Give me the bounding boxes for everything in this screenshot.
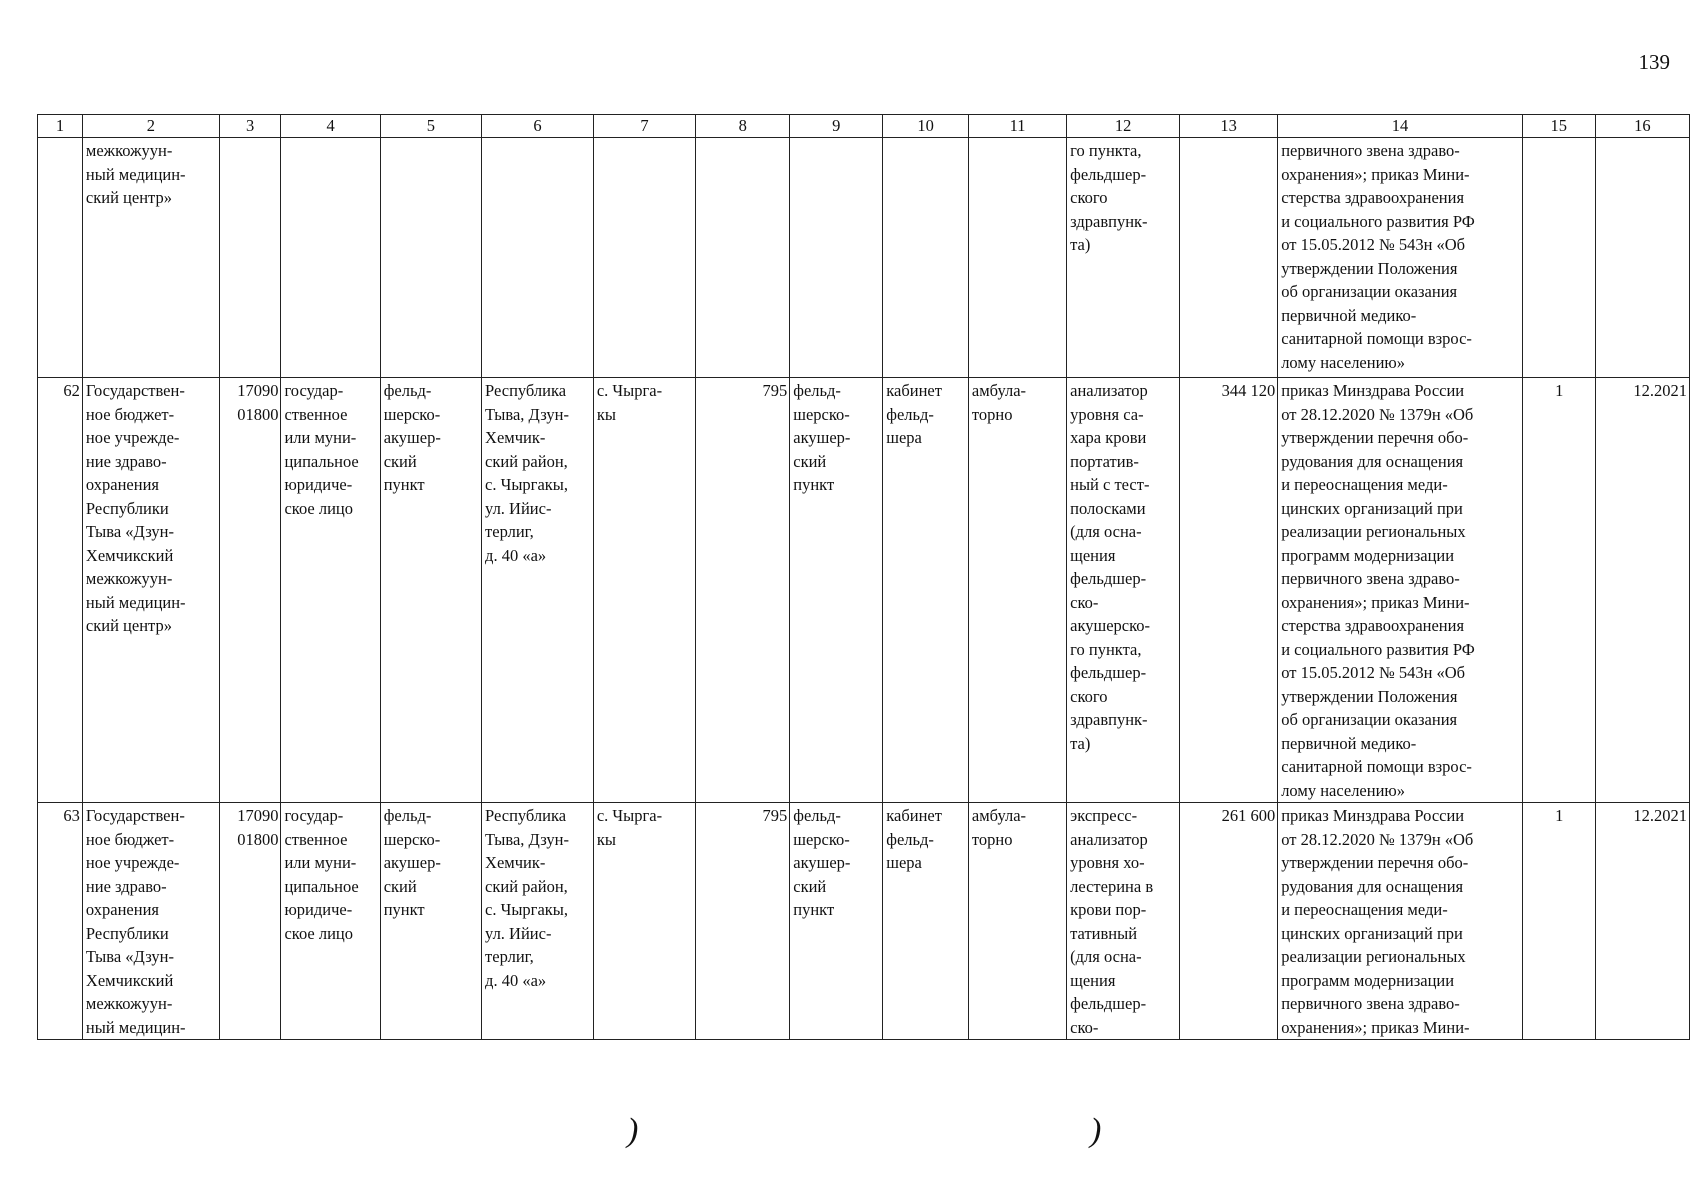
row-number [38,138,83,378]
equipment-name: го пункта, фельдшер- ского здравпунк- та) [1067,138,1180,378]
quantity: 1 [1522,803,1595,1040]
quantity [1522,138,1595,378]
table-row [38,803,1690,1040]
header-cell: 7 [593,115,695,138]
equipment-name: экспресс- анализатор уровня хо- лестерина в крови пор- тативный (для осна- щения фельдшер- ско- [1067,803,1180,1040]
population [696,138,790,378]
care-mode [968,138,1066,378]
room [883,138,969,378]
header-cell: 5 [380,115,481,138]
header-cell: 16 [1595,115,1689,138]
facility-type: фельд- шерско- акушер- ский пункт [380,378,481,803]
unit-type [790,138,883,378]
legal-form [281,138,380,378]
header-cell: 4 [281,115,380,138]
population: 795 [696,803,790,1040]
scan-mark-right: ) [1090,1112,1102,1149]
organization-name: межкожуун- ный медицин- ский центр» [82,138,219,378]
population: 795 [696,378,790,803]
settlement: с. Чырга- кы [593,378,695,803]
header-cell: 14 [1278,115,1523,138]
address [482,138,594,378]
header-cell: 13 [1179,115,1277,138]
legal-basis: приказ Минздрава России от 28.12.2020 № 1379н «Об утверждении перечня обо- рудования для оснащения и переоснащения меди- цинских организаций при реализации региональных программ модернизации первичного звена здраво- охранения»; приказ Мини- [1278,803,1523,1040]
room: кабинет фельд- шера [883,803,969,1040]
header-cell: 2 [82,115,219,138]
equipment-name: анализатор уровня са- хара крови портатив- ный с тест- полосками (для осна- щения фельдшер- ско- акушерско- го пункта, фельдшер- ского здравпунк- та) [1067,378,1180,803]
header-cell: 9 [790,115,883,138]
table-header-row [38,115,1690,138]
care-mode: амбула- торно [968,378,1066,803]
delivery-date [1595,138,1689,378]
organization-name: Государствен- ное бюджет- ное учрежде- ние здраво- охранения Республики Тыва «Дзун- Хемчикский межкожуун- ный медицин- [82,803,219,1040]
price: 344 120 [1179,378,1277,803]
table-row [38,138,1690,378]
price [1179,138,1277,378]
page-number: 139 [1638,50,1670,74]
header-cell: 11 [968,115,1066,138]
quantity: 1 [1522,378,1595,803]
settlement [593,138,695,378]
room: кабинет фельд- шера [883,378,969,803]
header-cell: 8 [696,115,790,138]
legal-form: государ- ственное или муни- ципальное юридиче- ское лицо [281,803,380,1040]
delivery-date: 12.2021 [1595,803,1689,1040]
delivery-date: 12.2021 [1595,378,1689,803]
organization-code: 17090 01800 [219,803,281,1040]
unit-type: фельд- шерско- акушер- ский пункт [790,803,883,1040]
header-cell: 12 [1067,115,1180,138]
care-mode: амбула- торно [968,803,1066,1040]
header-cell: 1 [38,115,83,138]
facility-type: фельд- шерско- акушер- ский пункт [380,803,481,1040]
address: Республика Тыва, Дзун- Хемчик- ский район, с. Чыргакы, ул. Ийис- терлиг, д. 40 «а» [482,803,594,1040]
header-cell: 3 [219,115,281,138]
equipment-table [37,114,1690,1040]
header-cell: 10 [883,115,969,138]
organization-code: 17090 01800 [219,378,281,803]
facility-type [380,138,481,378]
organization-name: Государствен- ное бюджет- ное учрежде- ние здраво- охранения Республики Тыва «Дзун- Хемчикский межкожуун- ный медицин- ский центр» [82,378,219,803]
price: 261 600 [1179,803,1277,1040]
address: Республика Тыва, Дзун- Хемчик- ский район, с. Чыргакы, ул. Ийис- терлиг, д. 40 «а» [482,378,594,803]
legal-basis: приказ Минздрава России от 28.12.2020 № 1379н «Об утверждении перечня обо- рудования для оснащения и переоснащения меди- цинских организаций при реализации региональных программ модернизации первичного звена здраво- охранения»; приказ Мини- стерства здравоохранения и социального развития РФ от 15.05.2012 № 543н «Об утверждении Положения об организации оказания первичной медико- санитарной помощи взрос- лому населению» [1278,378,1523,803]
row-number: 62 [38,378,83,803]
table-row [38,378,1690,803]
organization-code [219,138,281,378]
unit-type: фельд- шерско- акушер- ский пункт [790,378,883,803]
header-cell: 6 [482,115,594,138]
legal-basis: первичного звена здраво- охранения»; приказ Мини- стерства здравоохранения и социального развития РФ от 15.05.2012 № 543н «Об утверждении Положения об организации оказания первичной медико- санитарной помощи взрос- лому населению» [1278,138,1523,378]
header-cell: 15 [1522,115,1595,138]
row-number: 63 [38,803,83,1040]
scan-mark-left: ) [627,1112,639,1149]
settlement: с. Чырга- кы [593,803,695,1040]
legal-form: государ- ственное или муни- ципальное юридиче- ское лицо [281,378,380,803]
